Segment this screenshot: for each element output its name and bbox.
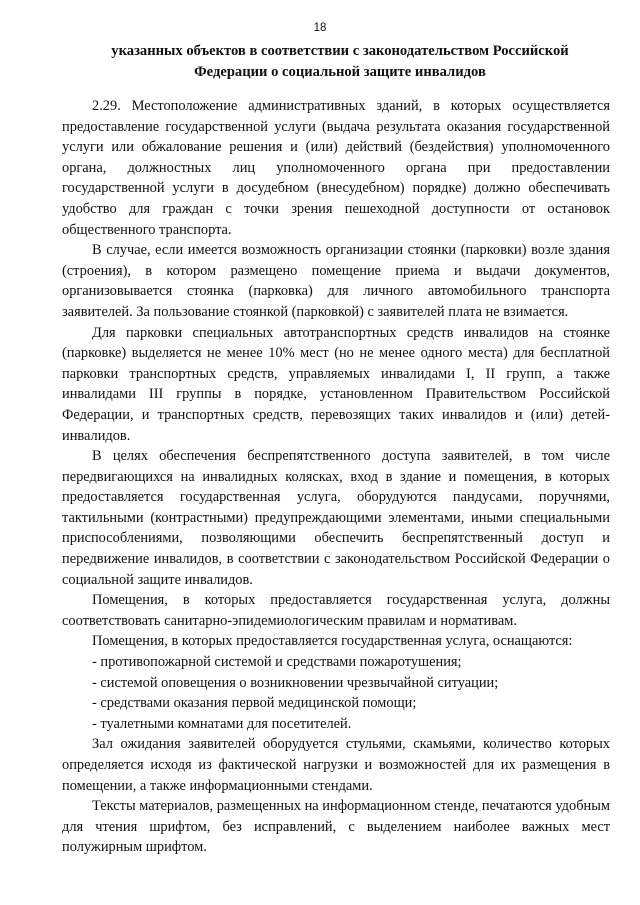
paragraph-equipment-intro: Помещения, в которых предоставляется государственная услуга, оснащаются: (92, 633, 573, 650)
paragraph-sanitary: Помещения, в которых предоставляется государственная услуга, должны соответствовать санитарно-эпидемиологическим правилам и нормативам. (62, 592, 610, 629)
list-item-fire-safety: - противопожарной системой и средствами пожаротушения; (92, 654, 462, 671)
paragraph-accessibility: В целях обеспечения беспрепятственного доступа заявителей, в том числе передвигающихся на инвалидных колясках, вход в здание и помещения, в которых предоставляется государственная услуга, оборудуются пандусами, поручнями, тактильными (контрастными) предупреждающими элементами, иными специальными приспособлениями, позволяющими обеспечить беспрепятственный доступ и передвижение инвалидов, в соответствии с законодательством Российской Федерации о социальной защите инвалидов. (62, 448, 610, 588)
paragraph-2-29: 2.29. Местоположение административных зданий, в которых осуществляется предоставление государственной услуги (выдача результата оказания государственной услуги или обжалование решения и (или) действий (бездействия) уполномоченного органа, должностных лиц уполномоченного органа при предоставлении государственной услуги в досудебном (внесудебном) порядке) должно обеспечивать удобство для граждан с точки зрения пешеходной доступности от остановок общественного транспорта. (62, 98, 610, 238)
heading-line-1: указанных объектов в соответствии с законодательством Российской (111, 43, 569, 59)
paragraph-parking: В случае, если имеется возможность организации стоянки (парковки) возле здания (строения), в котором размещено помещение приема и выдачи документов, организовывается стоянка (парковка) для личного автомобильного транспорта заявителей. За пользование стоянкой (парковкой) с заявителей плата не взимается. (62, 242, 610, 320)
section-heading (70, 41, 610, 83)
paragraph-waiting-hall: Зал ожидания заявителей оборудуется стульями, скамьями, количество которых определяется исходя из фактической нагрузки и возможностей для их размещения в помещении, а также информационными стендами. (62, 736, 610, 794)
page-number: 18 (313, 22, 327, 34)
list-item-first-aid: - средствами оказания первой медицинской помощи; (92, 695, 417, 712)
document-body (62, 96, 610, 858)
list-item-toilets: - туалетными комнатами для посетителей. (92, 715, 352, 732)
paragraph-disabled-parking: Для парковки специальных автотранспортных средств инвалидов на стоянке (парковке) выделяется не менее 10% мест (но не менее одного места) для бесплатной парковки транспортных средств, управляемых инвалидами I, II групп, а также инвалидами III группы в порядке, установленном Правительством Российской Федерации, и транспортных средств, перевозящих таких инвалидов и (или) детей-инвалидов. (62, 324, 610, 444)
paragraph-info-stand: Тексты материалов, размещенных на информационном стенде, печатаются удобным для чтения шрифтом, без исправлений, с выделением наиболее важных мест полужирным шрифтом. (62, 798, 610, 856)
heading-line-2: Федерации о социальной защите инвалидов (194, 64, 486, 80)
list-item-emergency-alert: - системой оповещения о возникновении чрезвычайной ситуации; (92, 674, 499, 691)
